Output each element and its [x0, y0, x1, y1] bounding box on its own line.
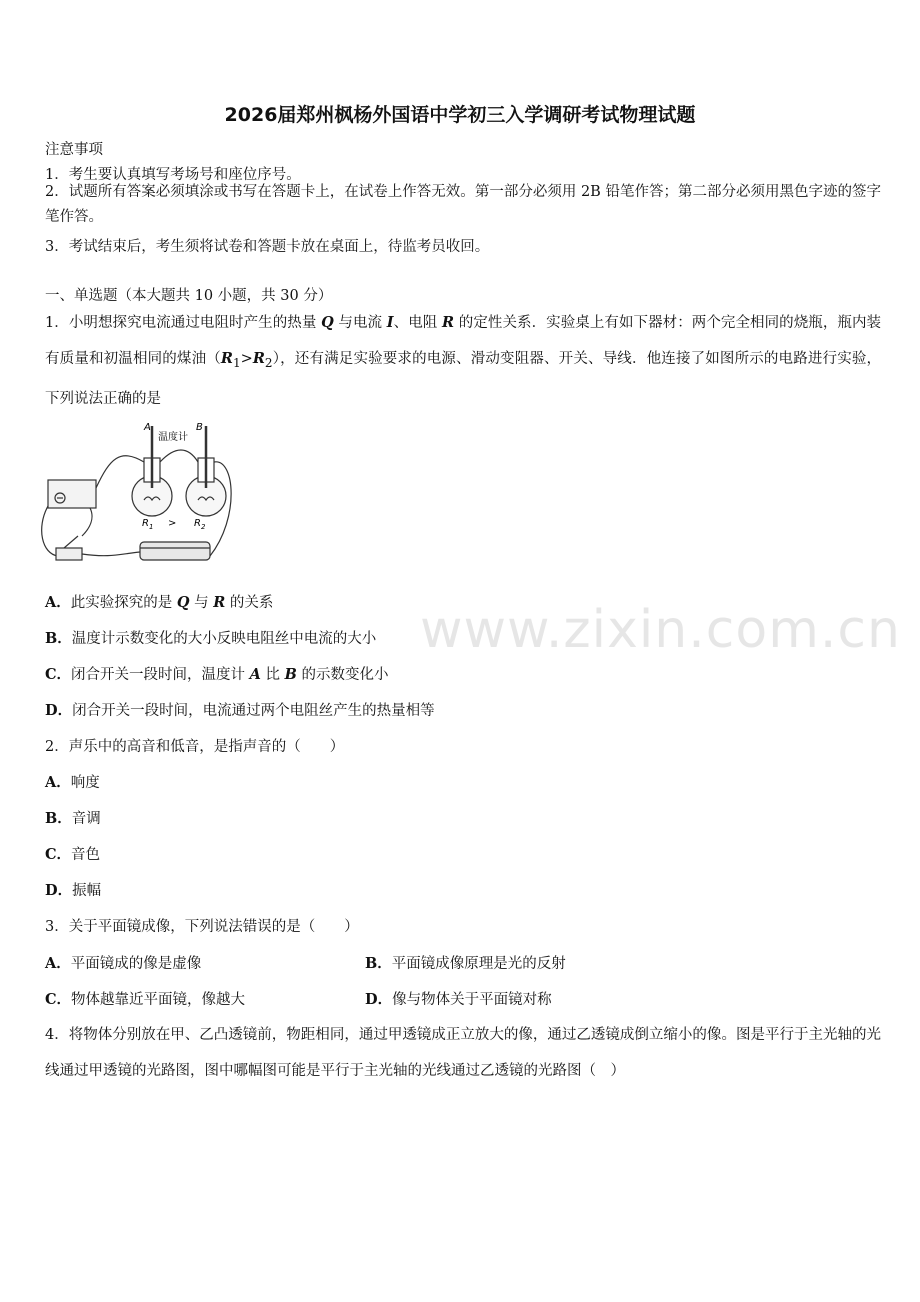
question-2-stem: 2．声乐中的高音和低音，是指声音的（ ）	[45, 739, 345, 755]
notice-item-1: 1．考生要认真填写考场号和座位序号。	[45, 167, 301, 183]
q1-option-d: D．闭合开关一段时间，电流通过两个电阻丝产生的热量相等	[45, 702, 435, 719]
label-r1-sub: 1	[148, 523, 154, 531]
svg-text:R1	[142, 518, 153, 531]
notice-heading: 注意事项	[45, 142, 103, 158]
question-3-stem: 3．关于平面镜成像，下列说法错误的是（ ）	[45, 919, 359, 935]
q3-option-c: C．物体越靠近平面镜，像越大	[45, 991, 246, 1008]
page-title: 2026届郑州枫杨外国语中学初三入学调研考试物理试题	[224, 104, 696, 126]
q1-option-b: B．温度计示数变化的大小反映电阻丝中电流的大小	[45, 630, 377, 647]
q1-option-a: A．此实验探究的是 Q 与 R 的关系	[45, 594, 274, 611]
label-r2: R	[194, 518, 201, 529]
q1-option-c: C．闭合开关一段时间，温度计 A 比 B 的示数变化小	[45, 666, 389, 683]
watermark: www.zixin.com.cn	[420, 600, 901, 660]
q2-option-d: D．振幅	[45, 882, 102, 899]
label-gt: >	[168, 518, 177, 529]
question-4-stem: 4．将物体分别放在甲、乙凸透镜前，物距相同，通过甲透镜成正立放大的像，通过乙透镜成倒立缩小的像。图是平行于主光轴的光线通过甲透镜的光路图，图中哪幅图可能是平行于主光轴的光线通过乙透镜的光路图（ ）	[45, 1027, 881, 1079]
label-b: B	[196, 422, 203, 433]
notice-item-2: 2．试题所有答案必须填涂或书写在答题卡上，在试卷上作答无效。第一部分必须用 2B 铅笔作答；第二部分必须用黑色字迹的签字笔作答。	[45, 184, 881, 225]
question-1-stem: 1．小明想探究电流通过电阻时产生的热量 Q 与电流 I、电阻 R 的定性关系．实验桌上有如下器材：两个完全相同的烧瓶，瓶内装有质量和初温相同的煤油$(R_1>R_2)$，还有满足实验要求的电源、滑动变阻器、开关、导线．他连接了如图所示的电路进行实验，下列说法正确的是	[45, 314, 882, 407]
power-supply	[48, 480, 96, 508]
q3-option-b: B．平面镜成像原理是光的反射	[365, 955, 566, 972]
rheostat	[140, 542, 210, 560]
q2-option-c: C．音色	[45, 846, 101, 863]
circuit-figure	[40, 418, 240, 578]
label-r1: R	[142, 518, 149, 529]
q3-option-a: A．平面镜成的像是虚像	[45, 955, 202, 972]
switch	[56, 548, 82, 560]
q2-option-b: B．音调	[45, 810, 101, 827]
q2-option-a: A．响度	[45, 774, 100, 791]
q3-option-d: D．像与物体关于平面镜对称	[365, 991, 552, 1008]
thermometer-label: 温度计	[158, 432, 188, 443]
label-r2-sub: 2	[200, 523, 206, 531]
notice-item-3: 3．考试结束后，考生须将试卷和答题卡放在桌面上，待监考员收回。	[45, 239, 490, 255]
section-heading: 一、单选题（本大题共 10 小题，共 30 分）	[45, 288, 333, 304]
label-a: A	[144, 422, 151, 433]
svg-text:R2	[194, 518, 206, 531]
